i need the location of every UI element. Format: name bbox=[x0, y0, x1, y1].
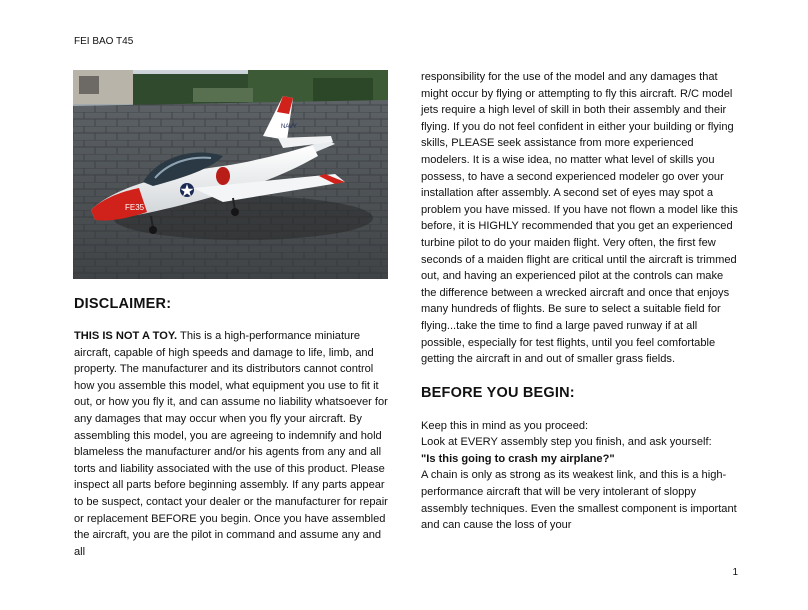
page-header: FEI BAO T45 bbox=[74, 36, 134, 47]
aircraft-photo bbox=[73, 70, 388, 279]
right-column bbox=[421, 69, 741, 534]
page-number: 1 bbox=[732, 567, 738, 578]
tail-lettering: NAVY bbox=[281, 124, 297, 130]
before-you-begin-heading: BEFORE YOU BEGIN: bbox=[421, 384, 575, 401]
disclaimer-continued: responsibility for the use of the model and any damages that might occur by flying or attempting to fly this aircraft. R/C model jets require a high level of skill in both their assembly and their flying. If you do not feel confident in either your building or flying skills, PLEASE seek assistance from more experienced modelers. It is a wise idea, no matter what level of skills you possess, to have a second experienced modeler go over your installation after assembly. A second set of eyes may spot a problem you have missed. If you have not flown a model like this before, it is HIGHLY recommended that you get an experienced turbine pilot to do your maiden flight. Very often, the first few seconds of a maiden flight are critical until the aircraft is trimmed out, and having an experienced pilot at the controls can make the difference between a wrecked aircraft and once that enjoys many hundreds of flights. Be sure to select a suitable field for flying...take the time to find a large paved runway if at all possible, especially for test flights, until you feel comfortable getting the aircraft in and out of smaller grass fields. bbox=[421, 71, 738, 366]
disclaimer-heading: DISCLAIMER: bbox=[74, 296, 172, 312]
crash-question: "Is this going to crash my airplane?" bbox=[421, 452, 615, 465]
before-body: A chain is only as strong as its weakest link, and this is a high-performance aircraft that will be very intolerant of sloppy assembly techniques. Even the smallest component is important and can cause the loss of your bbox=[421, 469, 737, 532]
before-line-2: Look at EVERY assembly step you finish, and ask yourself: bbox=[421, 436, 712, 449]
disclaimer-body: This is a high-performance miniature aircraft, capable of high speeds and damage to life, limb, and property. The manufacturer and its distributors cannot control how you assemble this model, what equipment you use to fit it out, or how you fly it, and can assume no liability whatsoever for any damages that may occur when you fly your aircraft. By assembling this model, you are agreeing to indemnify and hold blameless the manufacturer and/or his agents from any and all torts and liability associated with the use of this product. Please inspect all parts before beginning assembly. If any parts appear to be suspect, contact your dealer or the manufacturer for repair or replacement BEFORE you begin. Once you have assembled the aircraft, you are the pilot in command and assume any and all bbox=[74, 330, 388, 558]
before-you-begin-text bbox=[421, 418, 741, 534]
disclaimer-text bbox=[74, 328, 394, 560]
before-line-1: Keep this in mind as you proceed: bbox=[421, 419, 589, 432]
disclaimer-lead: THIS IS NOT A TOY. bbox=[74, 330, 178, 342]
nose-lettering: FE35 bbox=[125, 203, 145, 212]
left-column bbox=[74, 296, 394, 560]
